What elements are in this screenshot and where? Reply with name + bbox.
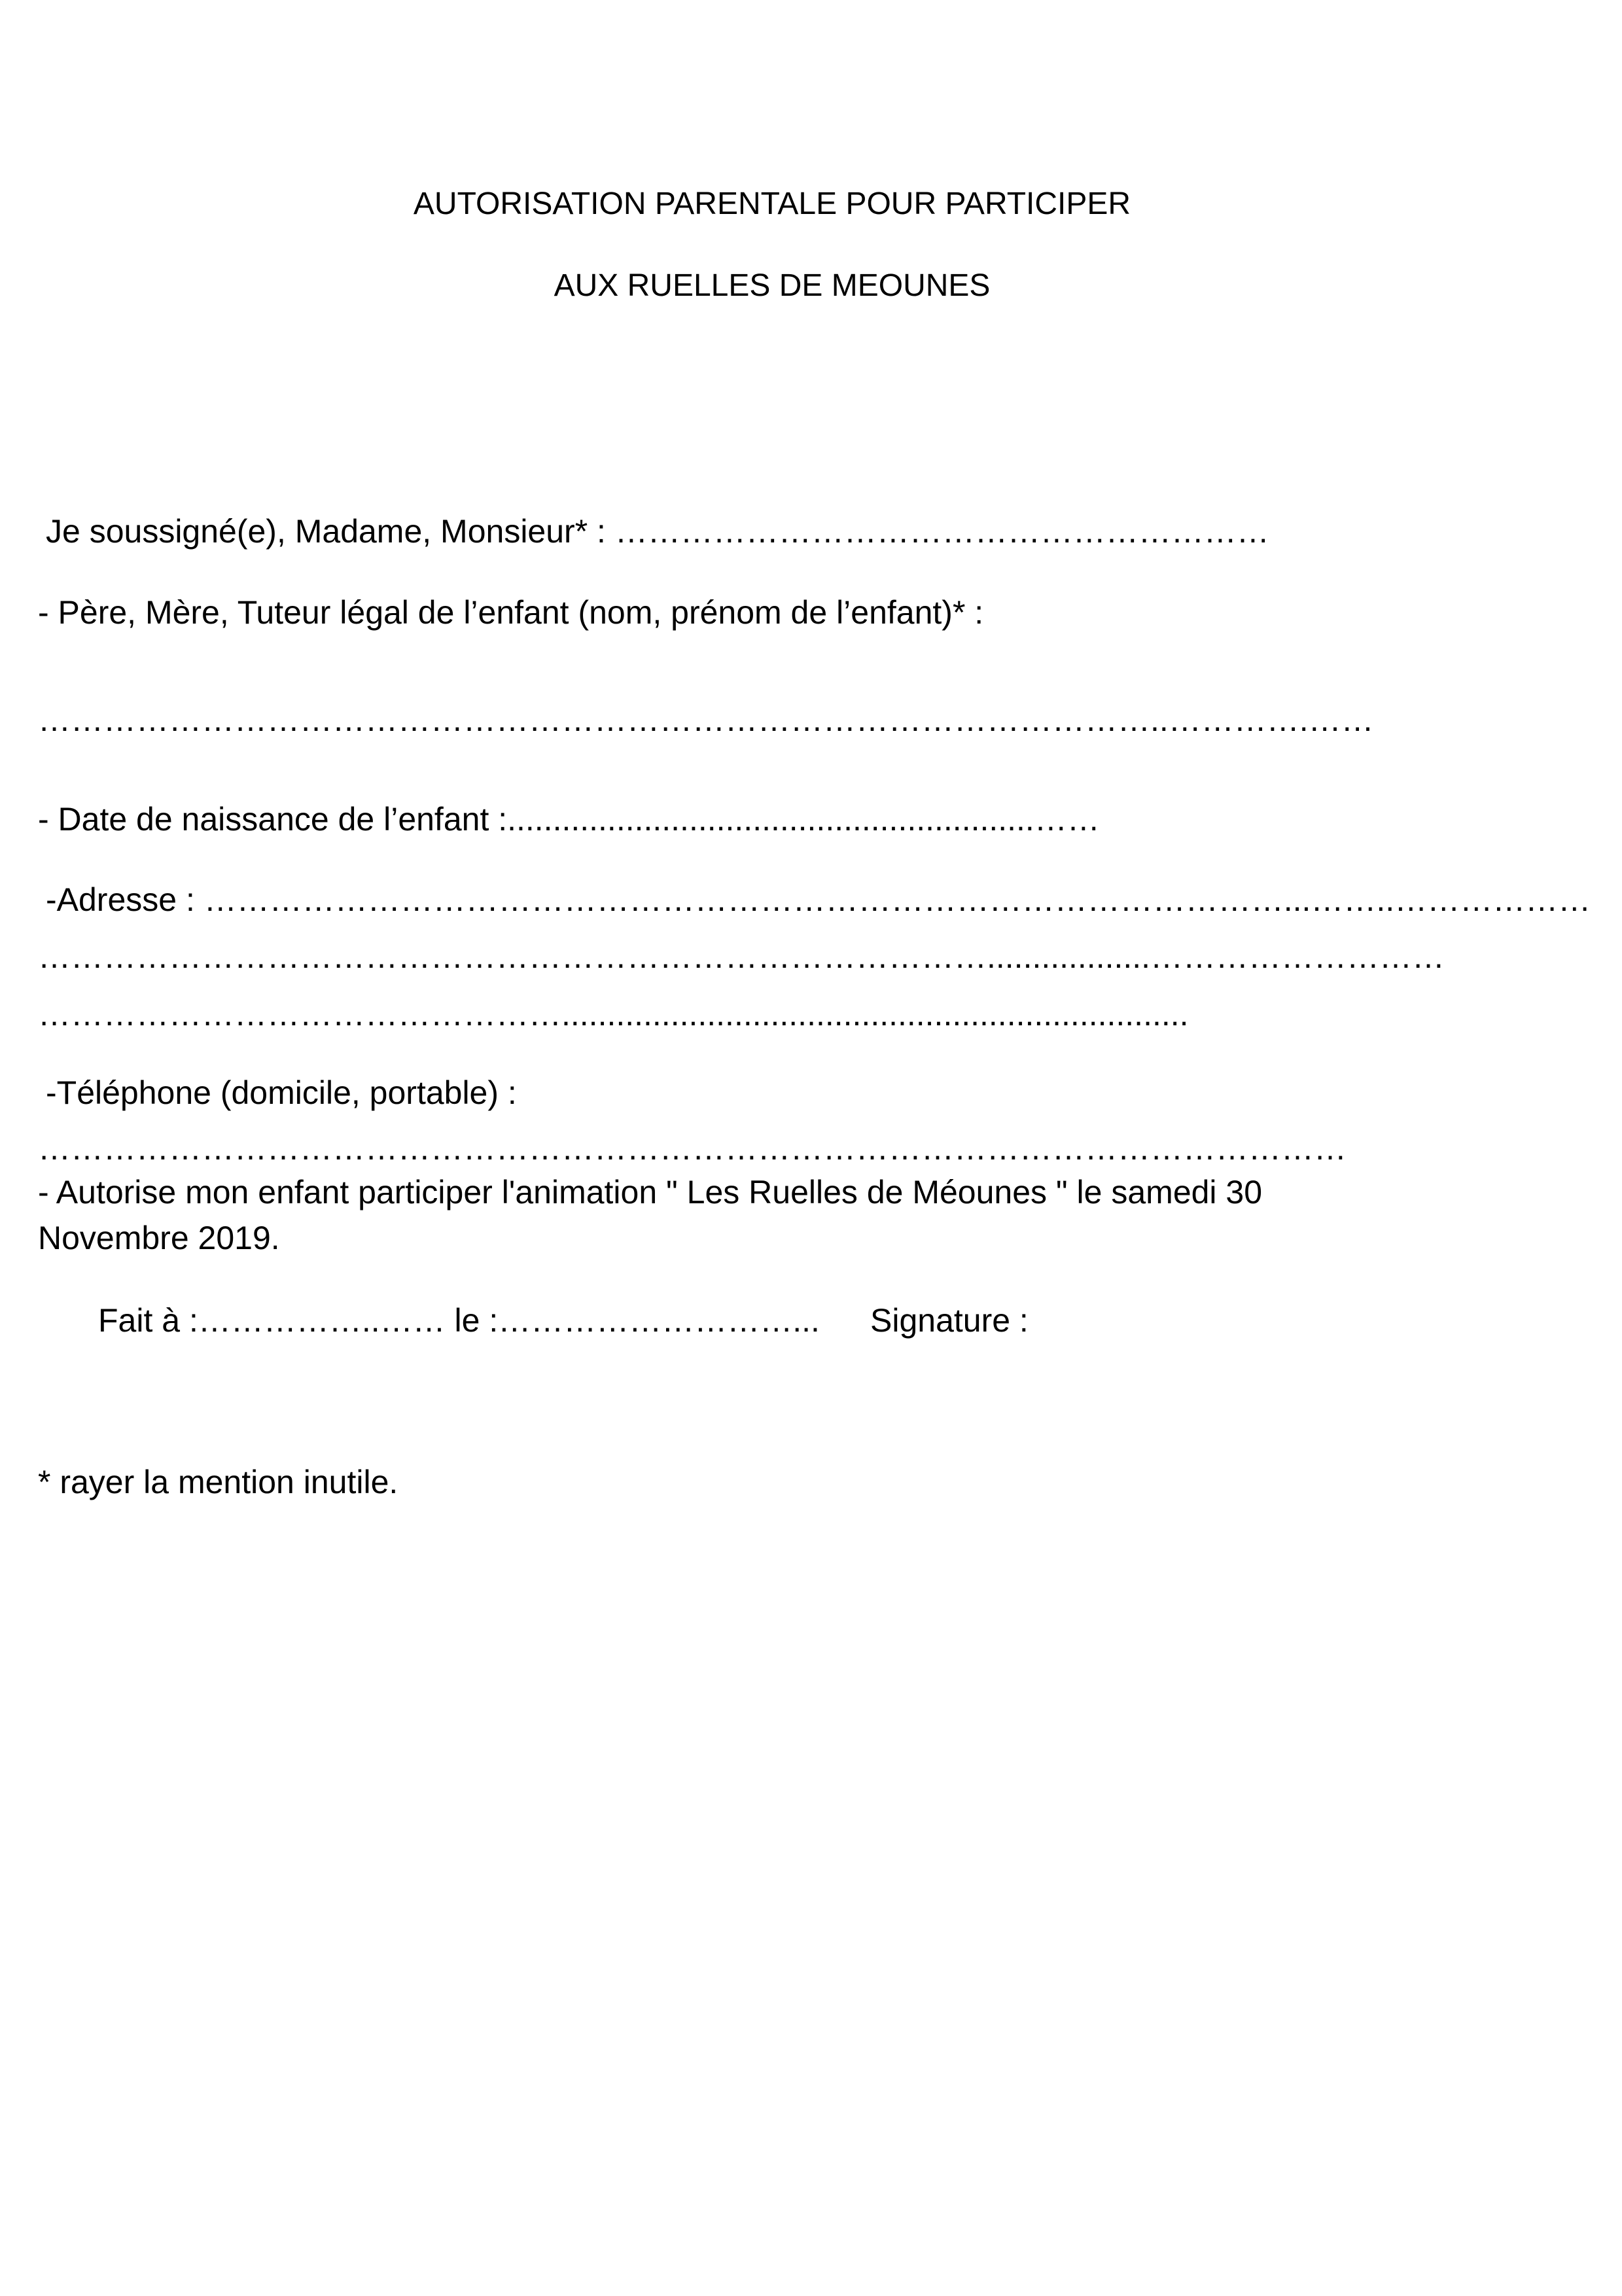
document-title-line-2: AUX RUELLES DE MEOUNES [554, 268, 991, 303]
parent-enfant-blank: …………………………………………………………………………………………..………….…… [38, 701, 1374, 738]
soussigne-field: Je soussigné(e), Madame, Monsieur* : …………………………………………………… [46, 513, 1269, 550]
adresse-blank-2: ……………………………………………………………………………..................……………………… [38, 938, 1445, 975]
parent-enfant-label: - Père, Mère, Tuteur légal de l’enfant (nom, prénom de l’enfant)* : [38, 594, 984, 631]
fait-a-field: Fait à :……………..…… le :………………………... [98, 1302, 820, 1339]
adresse-blank-3: …………………………………………..................................................................... [38, 996, 1189, 1033]
date-naissance-field: - Date de naissance de l’enfant :..........................................................…… [38, 801, 1100, 838]
telephone-blank: ………………………………………………………………………………………………………… [38, 1130, 1347, 1167]
footnote: * rayer la mention inutile. [38, 1464, 398, 1500]
telephone-label: -Téléphone (domicile, portable) : [46, 1074, 517, 1111]
signature-label: Signature : [870, 1302, 1029, 1339]
adresse-field: -Adresse : ………………………………………………………………………………………...……..……………… [46, 881, 1591, 918]
autorise-text-line-2: Novembre 2019. [38, 1220, 280, 1256]
document-title-line-1: AUTORISATION PARENTALE POUR PARTICIPER [413, 186, 1131, 221]
autorise-text-line-1: - Autorise mon enfant participer l'animation " Les Ruelles de Méounes " le samedi 30 [38, 1174, 1263, 1210]
